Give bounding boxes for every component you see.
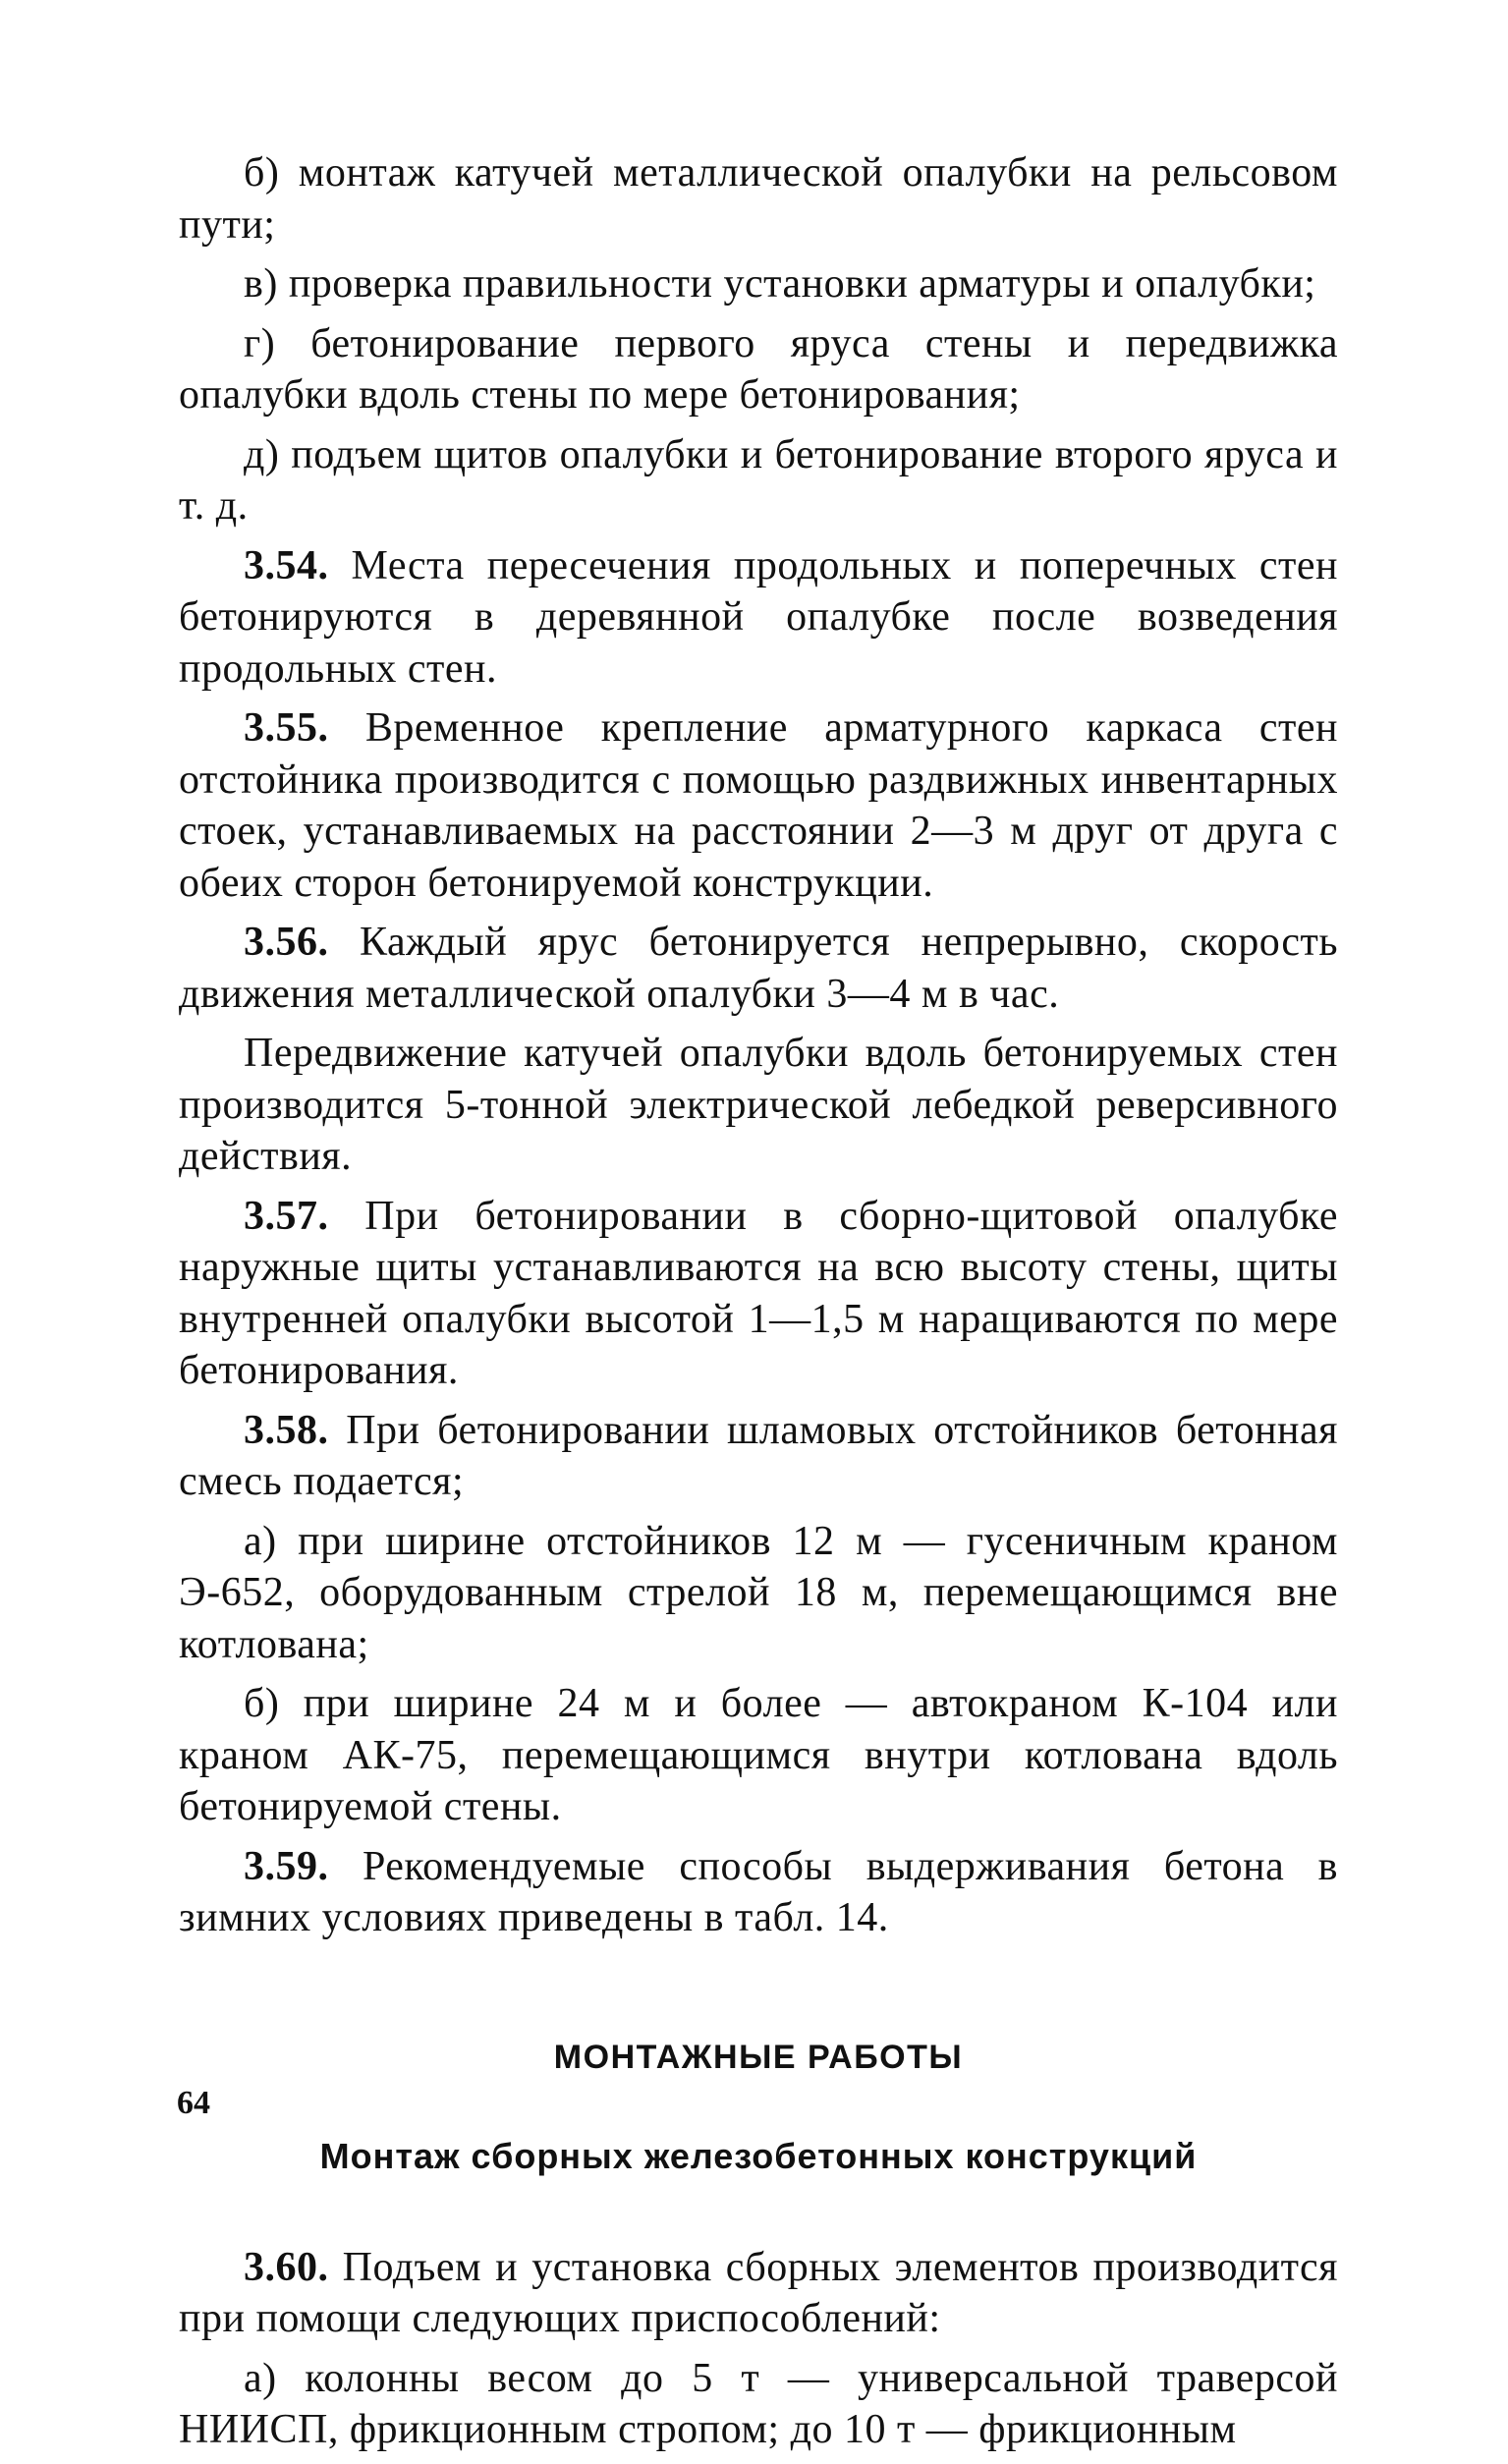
paragraph xyxy=(179,702,1338,909)
clause-number: 3.56. xyxy=(244,920,329,965)
paragraph-text: б) монтаж катучей металлической опалубки на рельсовом пути; xyxy=(179,150,1338,248)
paragraph xyxy=(179,147,1338,251)
paragraph-text: При бетонировании в сборно-щитовой опалубке наружные щиты устанавливаются на всю высоту стены, щиты внутренней опалубки высотой 1—1,5 м наращиваются по мере бетонирования. xyxy=(179,1193,1338,1393)
paragraphs-bottom xyxy=(179,2242,1338,2456)
paragraphs-top xyxy=(179,147,1338,1944)
section-heading: МОНТАЖНЫЕ РАБОТЫ xyxy=(553,2038,964,2076)
paragraph-text: Подъем и установка сборных элементов производится при помощи следующих приспособлений: xyxy=(179,2244,1338,2341)
page-number: 64 xyxy=(177,2085,210,2121)
paragraph xyxy=(179,2242,1338,2345)
paragraph-text: г) бетонирование первого яруса стены и передвижка опалубки вдоль стены по мере бетонирования; xyxy=(179,320,1338,418)
clause-number: 3.60. xyxy=(244,2244,329,2290)
paragraph-text: а) при ширине отстойников 12 м — гусеничным краном Э-652, оборудованным стрелой 18 м, перемещающимся вне котлована; xyxy=(179,1518,1338,1667)
paragraph-text: а) колонны весом до 5 т — универсальной траверсой НИИСП, фрикционным стропом; до 10 т — фрикционным xyxy=(179,2355,1338,2452)
paragraph-text: При бетонировании шламовых отстойников бетонная смесь подается; xyxy=(179,1407,1338,1504)
paragraph xyxy=(179,917,1338,1020)
paragraph-text: Рекомендуемые способы выдерживания бетона в зимних условиях приведены в табл. 14. xyxy=(179,1843,1339,1940)
clause-number: 3.57. xyxy=(244,1193,329,1239)
paragraph-text: б) при ширине 24 м и более — автокраном К-104 или краном АК-75, перемещающимся внутри котлована вдоль бетонируемой стены. xyxy=(179,1681,1338,1829)
paragraph-text: Передвижение катучей опалубки вдоль бетонируемых стен производится 5-тонной электрической лебедкой реверсивного действия. xyxy=(179,1031,1338,1179)
paragraph xyxy=(179,2353,1338,2456)
paragraph xyxy=(179,258,1338,310)
paragraph xyxy=(179,429,1338,532)
clause-number: 3.59. xyxy=(244,1843,329,1889)
paragraph-text: Места пересечения продольных и поперечных стен бетонируются в деревянной опалубке после возведения продольных стен. xyxy=(179,542,1338,692)
paragraph xyxy=(179,1678,1338,1833)
paragraph-text: Каждый ярус бетонируется непрерывно, скорость движения металлической опалубки 3—4 м в час. xyxy=(179,920,1338,1017)
clause-number: 3.54. xyxy=(244,542,329,588)
paragraph xyxy=(179,1516,1338,1671)
paragraph xyxy=(179,318,1338,421)
subsection-heading: Монтаж сборных железобетонных конструкций xyxy=(319,2135,1198,2176)
paragraph xyxy=(179,1841,1338,1944)
clause-number: 3.55. xyxy=(244,705,329,751)
paragraph xyxy=(179,1405,1338,1508)
paragraph xyxy=(179,540,1338,696)
paragraph-text: Временное крепление арматурного каркаса стен отстойника производится с помощью раздвижных инвентарных стоек, устанавливаемых на расстоянии 2—3 м друг от друга с обеих сторон бетонируемой конструкции. xyxy=(179,705,1339,906)
page-body xyxy=(179,147,1338,2464)
paragraph-text: в) проверка правильности установки арматуры и опалубки; xyxy=(244,261,1316,307)
paragraph xyxy=(179,1028,1338,1183)
clause-number: 3.58. xyxy=(244,1407,329,1453)
paragraph xyxy=(179,1191,1338,1397)
paragraph-text: д) подъем щитов опалубки и бетонирование второго яруса и т. д. xyxy=(179,431,1338,529)
